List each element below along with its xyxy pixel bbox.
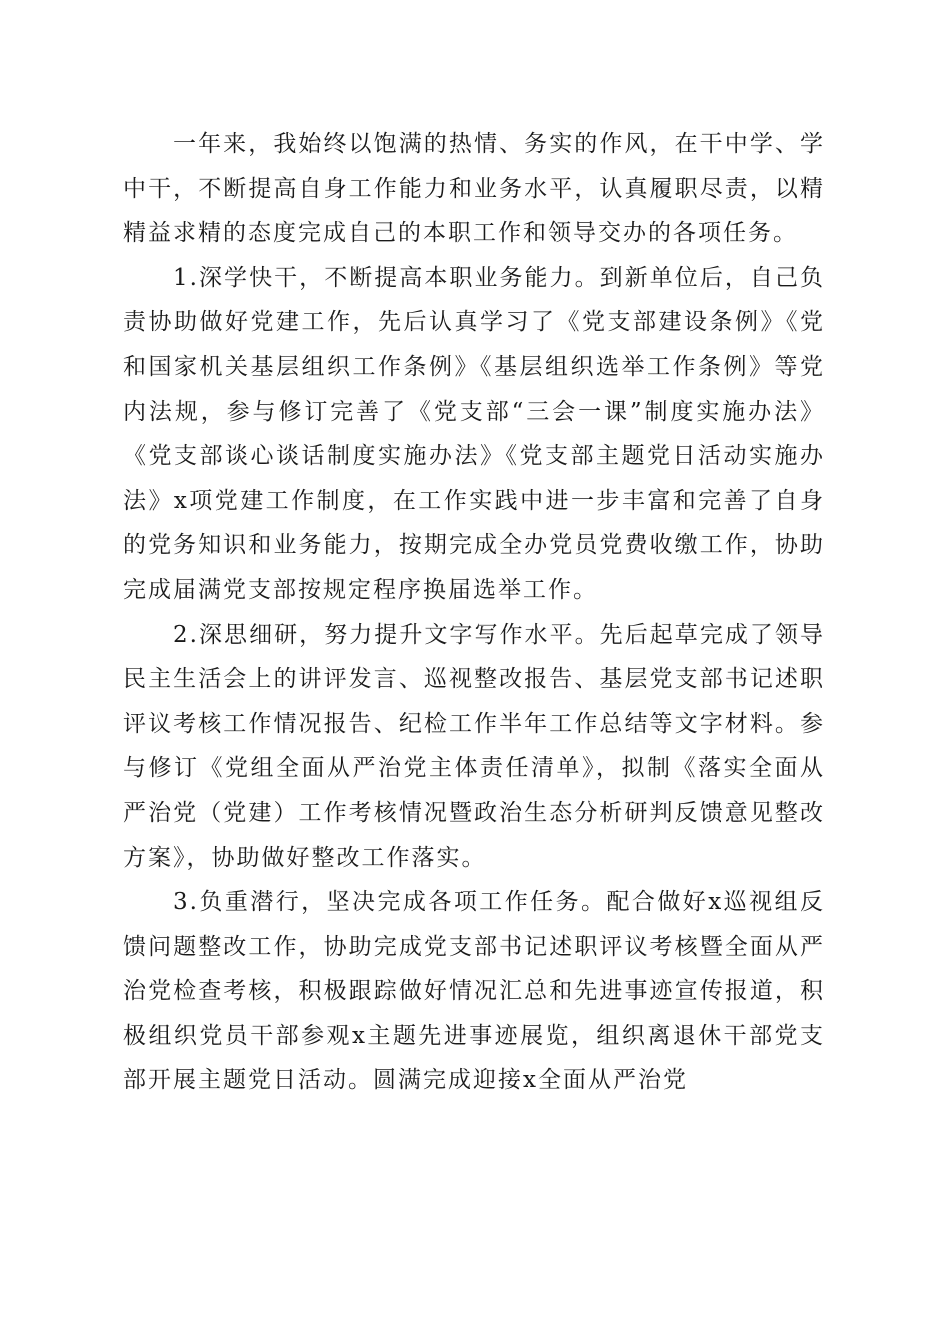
paragraph-2: 2.深思细研，努力提升文字写作水平。先后起草完成了领导民主生活会上的讲评发言、巡视整改报告、基层党支部书记述职评议考核工作情况报告、纪检工作半年工作总结等文字材料。参与修订《党组全面从严治党主体责任清单》，拟制《落实全面从严治党（党建）工作考核情况暨政治生态分析研判反馈意见整改方案》，协助做好整改工作落实。 [123,621,825,871]
paragraph-1: 1.深学快干，不断提高本职业务能力。到新单位后，自己负责协助做好党建工作，先后认真学习了《党支部建设条例》《党和国家机关基层组织工作条例》《基层组织选举工作条例》等党内法规，参与修订完善了《党支部“三会一课”制度实施办法》《党支部谈心谈话制度实施办法》《党支部主题党日活动实施办法》x项党建工作制度，在工作实践中进一步丰富和完善了自身的党务知识和业务能力，按期完成全办党员党费收缴工作，协助完成届满党支部按规定程序换届选举工作。 [123,264,825,603]
paragraph-3: 3.负重潜行，坚决完成各项工作任务。配合做好x巡视组反馈问题整改工作，协助完成党支部书记述职评议考核暨全面从严治党检查考核，积极跟踪做好情况汇总和先进事迹宣传报道，积极组织党员干部参观x主题先进事迹展览，组织离退休干部党支部开展主题党日活动。圆满完成迎接x全面从严治党 [123,889,825,1094]
document-body [123,122,825,1103]
paragraph-intro: 一年来，我始终以饱满的热情、务实的作风，在干中学、学中干，不断提高自身工作能力和业务水平，认真履职尽责，以精精益求精的态度完成自己的本职工作和领导交办的各项任务。 [123,131,825,247]
